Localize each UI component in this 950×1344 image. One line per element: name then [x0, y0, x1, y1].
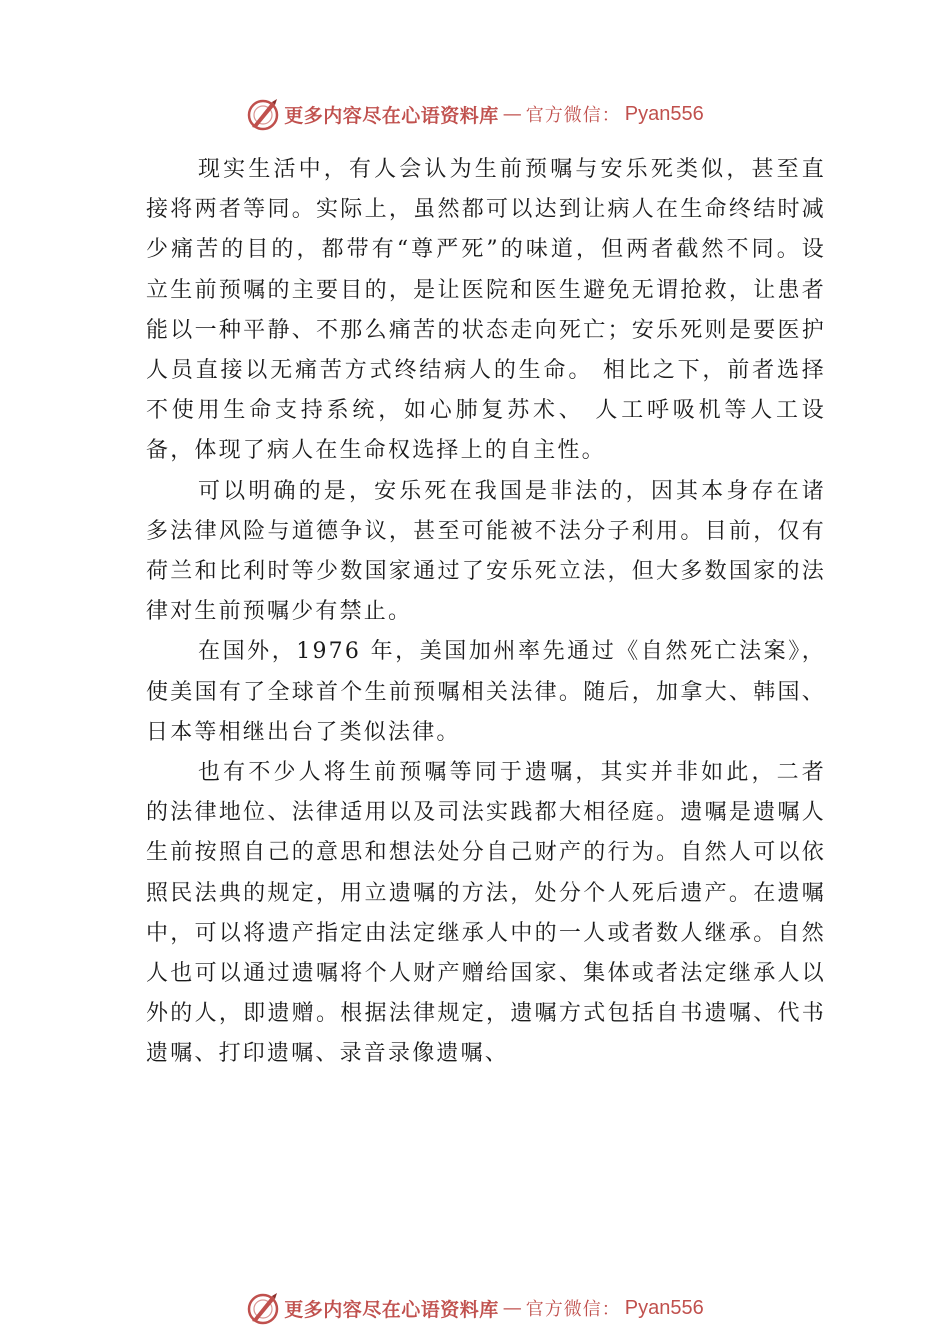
document-body — [146, 150, 826, 1075]
footer-banner — [0, 1288, 950, 1328]
footer-dash: — — [502, 1297, 522, 1319]
header-wechat-id: Pyan556 — [624, 102, 704, 125]
quill-pen-logo-icon — [246, 1291, 280, 1325]
header-wechat-label: 官方微信： — [525, 105, 621, 126]
footer-wechat-id: Pyan556 — [624, 1296, 704, 1319]
header-banner — [0, 94, 950, 134]
footer-wechat-label: 官方微信： — [525, 1299, 621, 1320]
paragraph-foreign-law: 在国外，1976 年，美国加州率先通过《自然死亡法案》，使美国有了全球首个生前预嘱相关法律。随后，加拿大、韩国、日本等相继出台了类似法律。 — [146, 639, 826, 745]
paragraph-euthanasia-legality: 可以明确的是，安乐死在我国是非法的，因其本身存在诸多法律风险与道德争议，甚至可能被不法分子利用。目前，仅有荷兰和比利时等少数国家通过了安乐死立法，但大多数国家的法律对生前预嘱少有禁止。 — [146, 478, 826, 625]
header-dash: — — [502, 103, 522, 125]
paragraph-will-comparison: 也有不少人将生前预嘱等同于遗嘱，其实并非如此，二者的法律地位、法律适用以及司法实践都大相径庭。遗嘱是遗嘱人生前按照自己的意思和想法处分自己财产的行为。自然人可以依照民法典的规定，用立遗嘱的方法，处分个人死后遗产。在遗嘱中，可以将遗产指定由法定继承人中的一人或者数人继承。自然人也可以通过遗嘱将个人财产赠给国家、集体或者法定继承人以外的人，即遗赠。根据法律规定，遗嘱方式包括自书遗嘱、代书遗嘱、打印遗嘱、录音录像遗嘱、 — [146, 760, 826, 1067]
paragraph-euthanasia-comparison: 现实生活中，有人会认为生前预嘱与安乐死类似，甚至直接将两者等同。实际上，虽然都可以达到让病人在生命终结时减少痛苦的目的，都带有“尊严死”的味道，但两者截然不同。设立生前预嘱的主要目的，是让医院和医生避免无谓抢救，让患者能以一种平静、不那么痛苦的状态走向死亡；安乐死则是要医护人员直接以无痛苦方式终结病人的生命。 相比之下，前者选择不使用生命支持系统，如心肺复苏术、 人工呼吸机等人工设备，体现了病人在生命权选择上的自主性。 — [146, 157, 826, 464]
footer-promo-text: 更多内容尽在心语资料库 — [284, 1298, 499, 1321]
header-promo-text: 更多内容尽在心语资料库 — [284, 104, 499, 127]
quill-pen-logo-icon — [246, 97, 280, 131]
